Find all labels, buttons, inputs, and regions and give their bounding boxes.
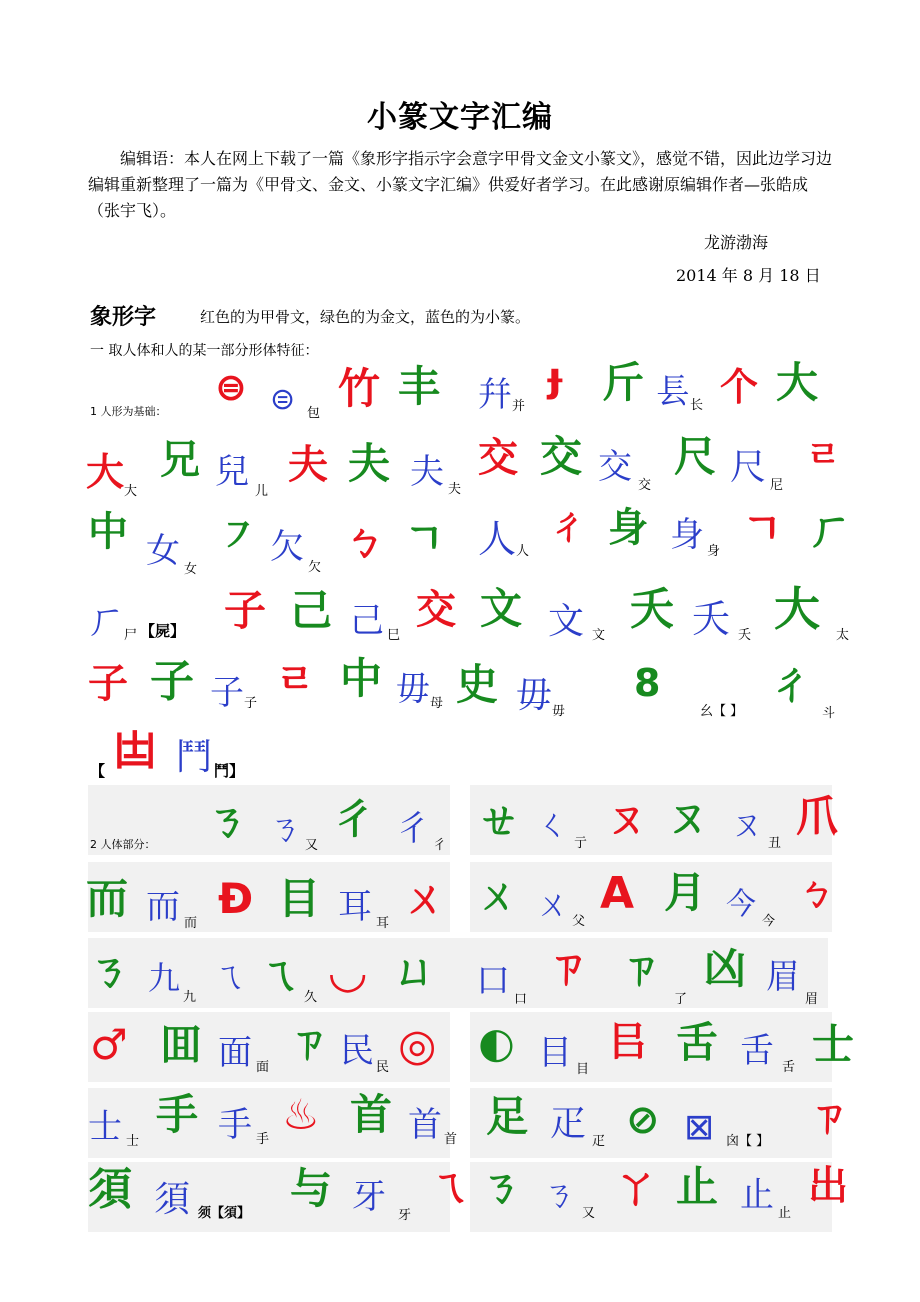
glyph-bronze: 足 — [486, 1092, 529, 1141]
char-label: 眉 — [805, 992, 819, 1007]
char-label: 士 — [126, 1134, 140, 1149]
char-label: 囟【 】 — [726, 1134, 770, 1149]
glyph-seal: ㄨ — [536, 885, 570, 925]
glyph-seal: 士 — [88, 1107, 122, 1147]
glyph-bronze: 月 — [664, 868, 707, 917]
char-label: 幺【 】 — [700, 704, 744, 719]
glyph-seal: 毋 — [516, 675, 553, 716]
char-label: 大 — [124, 484, 138, 499]
glyph-seal: 面 — [218, 1033, 252, 1073]
glyph-seal: 而 — [146, 887, 180, 927]
char-label: 夫 — [448, 482, 462, 497]
glyph-oracle: 夫 — [288, 442, 328, 488]
glyph-bronze: 己 — [290, 586, 333, 635]
char-label: 毋 — [552, 704, 566, 719]
char-label: 子 — [244, 696, 258, 711]
image-band — [470, 1012, 832, 1082]
glyph-seal: 彳 — [396, 809, 430, 849]
char-variant: 鬥】 — [214, 762, 245, 780]
glyph-seal: 人 — [478, 517, 517, 561]
char-label: 目 — [576, 1062, 590, 1077]
char-label: 交 — [638, 478, 652, 493]
glyph-bronze: 大 — [776, 358, 819, 407]
char-label: 尸 — [124, 628, 138, 643]
char-label: 斗 — [822, 706, 836, 721]
glyph-oracle: ㄗ — [808, 1092, 851, 1141]
char-label: 须【須】 — [198, 1206, 251, 1221]
glyph-bronze: ㇇ — [218, 513, 258, 559]
glyph-seal: 眉 — [766, 957, 800, 997]
glyph-oracle: ㄚ — [614, 1162, 658, 1213]
char-label: 久 — [304, 990, 318, 1005]
char-label: 尼 — [770, 478, 784, 493]
glyph-seal: 幷 — [478, 375, 512, 415]
glyph-seal: 毋 — [396, 669, 430, 709]
glyph-bronze: 中 — [340, 654, 383, 703]
glyph-bronze: 子 — [150, 656, 194, 707]
intro-paragraph: 编辑语：本人在网上下载了一篇《象形字指示字会意字甲骨文金文小篆文》，感觉不错，因此边学习边编辑重新整理了一篇为《甲骨文、金文、小篆文字汇编》供爱好者学习。在此感谢原编辑作者—张皓成（张宇飞）。 — [88, 149, 833, 220]
char-variant: 【 — [90, 762, 106, 780]
variant-text: 【屍】 — [140, 622, 186, 640]
glyph-bronze: 大 — [774, 582, 820, 636]
glyph-seal: 文 — [548, 601, 585, 642]
glyph-oracle: 𠙽 — [114, 726, 157, 775]
glyph-seal: 身 — [670, 515, 704, 555]
glyph-seal: 镸 — [656, 372, 690, 412]
glyph-bronze: 8 — [634, 661, 661, 705]
glyph-bronze: 凶 — [704, 944, 747, 993]
glyph-seal: ㄡ — [730, 805, 764, 845]
glyph-seal: 女 — [146, 531, 180, 571]
glyph-oracle: ㄹ — [276, 657, 315, 703]
author-name: 龙游渤海 — [704, 233, 769, 252]
glyph-bronze: 手 — [156, 1090, 199, 1139]
char-label: 而 — [184, 916, 198, 931]
glyph-bronze: 囬 — [160, 1020, 203, 1069]
glyph-bronze: 須 — [88, 1164, 132, 1215]
glyph-oracle: ㄅ — [798, 873, 835, 914]
char-label: 首 — [444, 1132, 458, 1147]
glyph-seal: 首 — [408, 1105, 442, 1145]
glyph-bronze: 首 — [350, 1090, 393, 1139]
glyph-oracle: 个 — [720, 365, 759, 409]
glyph-oracle: 交 — [416, 587, 456, 633]
char-label: 今 — [762, 914, 776, 929]
char-label: 舌 — [782, 1060, 796, 1075]
glyph-seal: ㄟ — [212, 957, 246, 997]
glyph-bronze: ㄋ — [206, 796, 249, 845]
glyph-seal: 手 — [218, 1105, 252, 1145]
glyph-seal: 尺 — [730, 447, 767, 488]
document-date: 2014 年 8 月 18 日 — [676, 266, 821, 285]
glyph-seal: 須 — [154, 1179, 191, 1220]
glyph-seal: 欠 — [270, 527, 304, 567]
glyph-bronze: ㄋ — [480, 1162, 523, 1211]
glyph-seal: 目 — [538, 1033, 572, 1073]
glyph-oracle: ♂ — [90, 1020, 128, 1069]
char-label: 儿 — [255, 484, 269, 499]
glyph-oracle: 子 — [88, 661, 128, 707]
glyph-bronze: 丰 — [398, 362, 441, 411]
char-label: 长 — [690, 398, 704, 413]
glyph-bronze: ㄏ — [808, 504, 852, 555]
glyph-oracle: ㄔ — [548, 503, 588, 549]
char-label: 又 — [582, 1206, 596, 1221]
glyph-seal: 口 — [476, 961, 510, 1001]
char-label: 疋 — [592, 1134, 606, 1149]
glyph-oracle: ㄗ — [546, 942, 590, 993]
glyph-oracle: ㄅ — [344, 519, 384, 565]
glyph-seal: 己 — [350, 601, 384, 641]
glyph-seal: ⊠ — [684, 1107, 715, 1148]
glyph-bronze: ㄗ — [620, 944, 663, 993]
glyph-seal: 鬥 — [176, 737, 213, 778]
glyph-bronze: ㄟ — [258, 950, 301, 999]
glyph-seal: ⊜ — [270, 382, 296, 417]
glyph-seal: 牙 — [352, 1177, 386, 1217]
char-label: 丑 — [768, 836, 782, 851]
glyph-oracle: 子 — [224, 586, 267, 635]
glyph-oracle: ◎ — [398, 1020, 437, 1071]
glyph-seal: 耳 — [338, 887, 372, 927]
glyph-oracle: Ð — [218, 874, 254, 923]
glyph-seal: 九 — [148, 959, 181, 997]
glyph-seal: 子 — [210, 673, 244, 713]
char-label: 太 — [836, 628, 850, 643]
glyph-oracle: ⊜ — [215, 365, 247, 409]
glyph-seal: 今 — [726, 887, 756, 922]
glyph-seal: ㄋ — [542, 1175, 576, 1215]
glyph-bronze: ㄨ — [478, 873, 518, 919]
group-label: 1 人形为基础： — [90, 405, 167, 418]
glyph-bronze: ⊘ — [626, 1097, 660, 1143]
glyph-bronze: ㄋ — [88, 946, 131, 995]
glyph-bronze: 斤 — [602, 358, 645, 407]
glyph-oracle: ㄡ — [606, 794, 649, 843]
char-label: 民 — [376, 1060, 390, 1075]
glyph-bronze: 文 — [480, 584, 523, 633]
char-label: 口 — [514, 992, 528, 1007]
glyph-bronze: ㄝ — [478, 796, 521, 845]
glyph-bronze: 士 — [812, 1020, 855, 1069]
image-band — [470, 862, 835, 932]
glyph-bronze: 交 — [540, 432, 583, 481]
glyph-seal: 夭 — [692, 597, 731, 641]
glyph-seal: ㄏ — [86, 597, 126, 643]
char-label: 牙 — [398, 1208, 412, 1223]
glyph-bronze: 夭 — [630, 584, 674, 635]
image-band — [88, 862, 450, 932]
glyph-bronze: 彳 — [334, 797, 374, 843]
glyph-oracle: ◡ — [330, 944, 366, 998]
glyph-bronze: 尺 — [674, 432, 717, 481]
glyph-oracle: 㠯 — [608, 1019, 648, 1065]
char-label: 止 — [778, 1206, 792, 1221]
glyph-bronze: 夫 — [348, 439, 391, 488]
glyph-oracle: ㄹ — [806, 435, 841, 476]
glyph-oracle: 竹 — [338, 364, 381, 413]
glyph-bronze: ㄔ — [768, 656, 814, 710]
glyph-seal: ㄑ — [536, 805, 570, 845]
glyph-bronze: 中 — [88, 509, 128, 555]
char-label: 又 — [305, 838, 319, 853]
group-label: 2 人体部分： — [90, 838, 156, 851]
char-label: 女 — [184, 562, 198, 577]
glyph-oracle: 爪 — [796, 792, 839, 841]
section-title: 象形字 — [90, 305, 157, 330]
char-label: 九 — [183, 990, 197, 1005]
glyph-bronze: ㄱ — [404, 514, 445, 563]
glyph-oracle: 出 — [808, 1163, 848, 1209]
document-title: 小篆文字汇编 — [367, 100, 553, 135]
glyph-bronze: ◐ — [478, 1018, 515, 1067]
glyph-bronze: ㄗ — [288, 1018, 331, 1067]
glyph-bronze: 舌 — [676, 1018, 719, 1067]
glyph-bronze: ㄡ — [666, 792, 710, 843]
char-label: 包 — [307, 406, 321, 421]
glyph-seal: 舌 — [740, 1031, 774, 1071]
glyph-bronze: 目 — [278, 874, 321, 923]
char-label: 父 — [572, 914, 586, 929]
char-label: 了 — [674, 992, 688, 1007]
image-band — [88, 1088, 450, 1158]
char-label: 身 — [707, 544, 721, 559]
char-label: 彳 — [433, 838, 447, 853]
glyph-seal: 民 — [340, 1031, 374, 1071]
glyph-seal: 止 — [740, 1175, 774, 1215]
char-label: 人 — [516, 544, 530, 559]
glyph-bronze: 兄 — [160, 437, 200, 483]
glyph-bronze: ㄩ — [394, 946, 437, 995]
glyph-oracle: ㄨ — [404, 874, 447, 923]
glyph-oracle: 大 — [86, 450, 125, 494]
image-band — [88, 1162, 450, 1232]
glyph-seal: 兒 — [215, 452, 249, 492]
subheading: 一 取人体和人的某一部分形体特征： — [90, 343, 319, 359]
char-label: 手 — [256, 1132, 270, 1147]
glyph-oracle: A — [600, 868, 635, 919]
glyph-seal: ㄋ — [268, 809, 302, 849]
glyph-oracle: ㄟ — [428, 1162, 471, 1211]
glyph-oracle: ɟ — [548, 355, 562, 401]
glyph-seal: 疋 — [550, 1103, 587, 1144]
char-label: 母 — [430, 696, 444, 711]
glyph-bronze: 身 — [608, 505, 648, 551]
glyph-bronze: 而 — [86, 874, 129, 923]
char-label: 欠 — [308, 560, 322, 575]
char-label: 夭 — [738, 628, 752, 643]
glyph-oracle: ♨ — [282, 1090, 320, 1139]
glyph-seal: 夫 — [410, 452, 444, 492]
glyph-oracle: 交 — [478, 435, 518, 481]
char-label: 并 — [512, 399, 526, 414]
glyph-bronze: 史 — [456, 660, 499, 709]
char-label: 耳 — [376, 916, 390, 931]
char-label: 巳 — [387, 628, 401, 643]
glyph-oracle: ㄱ — [742, 504, 783, 553]
color-legend: 红色的为甲骨文，绿色的为金文，蓝色的为小篆。 — [200, 308, 531, 326]
glyph-seal: 交 — [598, 447, 632, 487]
char-label: 面 — [256, 1060, 270, 1075]
glyph-bronze: 与 — [290, 1164, 333, 1213]
char-variant — [140, 620, 185, 641]
char-label: 文 — [592, 628, 606, 643]
char-label: 亍 — [574, 836, 588, 851]
glyph-bronze: 止 — [676, 1162, 719, 1211]
